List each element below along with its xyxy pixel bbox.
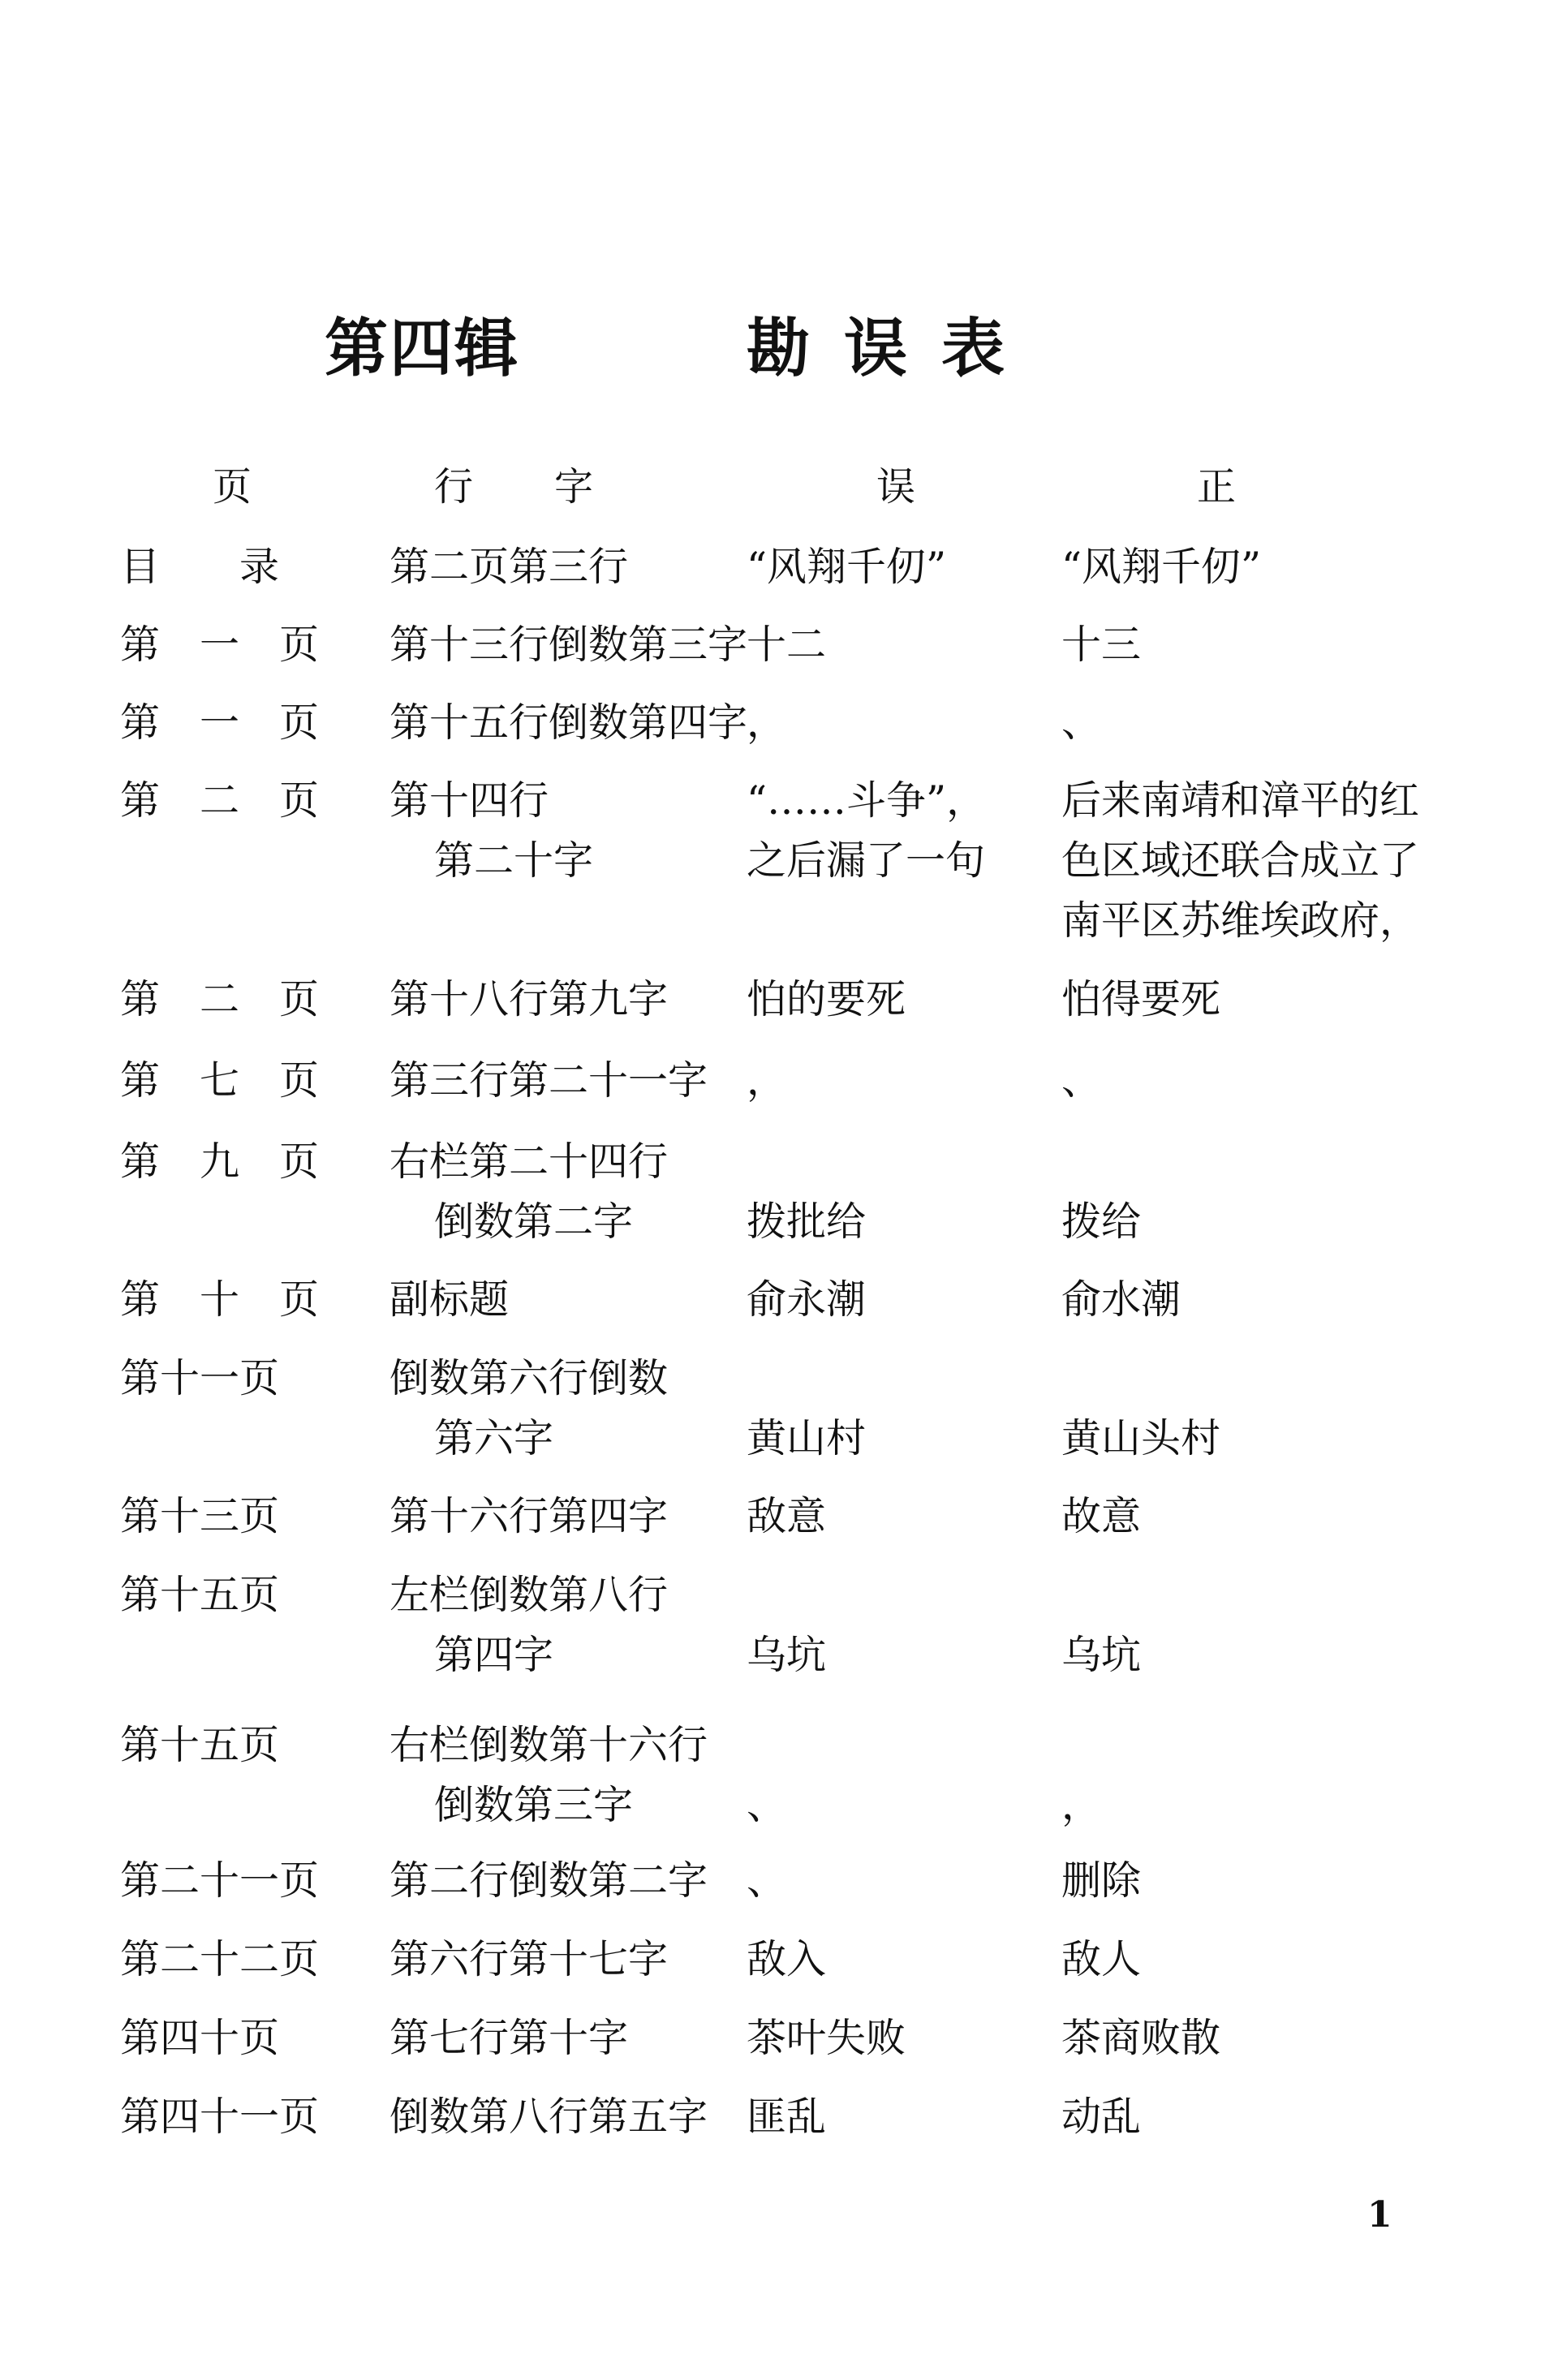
errata-row [0,615,1558,693]
row-correct-cell [1061,771,1419,951]
row-correct-cell [1061,1051,1101,1111]
row-correct-cell-line: 南平区苏维埃政府， [1061,897,1420,944]
row-position-cell-line: 倒数第六行倒数 [390,1355,669,1401]
row-wrong-cell-line: ， [747,1057,787,1104]
errata-row [0,1715,1558,1851]
row-wrong-cell [747,1565,826,1685]
row-position-cell [390,2008,628,2068]
row-wrong-cell [747,1051,786,1111]
row-correct-cell-line [1061,1132,1141,1192]
row-wrong-cell [747,771,986,891]
errata-row [0,2008,1558,2087]
row-correct-cell-line: 俞水潮 [1061,1276,1181,1323]
row-wrong-cell [747,1349,866,1469]
row-wrong-cell [747,693,786,753]
row-position-cell [390,1565,668,1685]
row-page-cell: 第四十一页 [120,2094,320,2140]
errata-row [0,771,1558,970]
row-position-cell [390,1930,668,1990]
row-position-cell-line: 第二页第三行 [390,544,629,590]
row-wrong-cell [747,1715,786,1836]
row-correct-cell [1061,537,1261,597]
row-wrong-cell [747,1487,826,1547]
row-position-cell [390,693,747,753]
row-wrong-cell [747,615,826,675]
row-wrong-cell-line: 怕的要死 [747,976,906,1022]
errata-row [0,970,1558,1051]
row-correct-cell [1061,693,1101,753]
row-position-cell-line: 左栏倒数第八行 [390,1572,669,1618]
row-wrong-cell [747,2087,826,2147]
row-wrong-cell-line: “……斗争”， [747,777,987,824]
row-correct-cell-line: 故意 [1061,1493,1142,1539]
row-correct-cell [1061,1851,1141,1911]
row-position-cell [390,1349,668,1469]
row-position-cell-line: 第十四行 [390,777,549,824]
row-wrong-cell-line: 拨批给 [747,1199,867,1245]
row-position-cell [390,1487,668,1547]
page-number: 1 [1367,2194,1392,2236]
row-correct-cell [1061,1930,1141,1990]
row-correct-cell [1061,1132,1141,1252]
row-position-cell-line: 倒数第八行第五字 [390,2094,708,2140]
row-wrong-cell-line: 俞永潮 [747,1276,867,1323]
row-correct-cell [1061,1349,1220,1469]
row-wrong-cell-line: 十二 [747,622,827,668]
row-page-cell: 第十一页 [120,1355,280,1401]
row-position-cell-line: 第二十字 [434,837,594,884]
row-position-cell [390,1051,708,1111]
row-page-cell: 第 七 页 [120,1057,320,1104]
row-wrong-cell [747,1930,826,1990]
errata-row [0,1565,1558,1715]
row-correct-cell-line: 拨给 [1061,1199,1142,1245]
row-position-cell-line: 第十八行第九字 [390,976,669,1022]
row-position-cell [390,771,593,891]
row-position-cell-line: 第六行第十七字 [390,1936,669,1982]
row-wrong-cell [747,537,946,597]
row-wrong-cell-line: 匪乱 [747,2094,827,2140]
row-position-cell-line: 第四字 [434,1632,554,1678]
volume-title: 第四辑 [325,312,520,385]
row-wrong-cell [747,1132,866,1252]
row-correct-cell-line: 动乱 [1061,2094,1142,2140]
row-correct-cell-line: 怕得要死 [1061,976,1221,1022]
row-position-cell-line: 第七行第十字 [390,2015,629,2061]
row-page-cell: 目 录 [120,544,280,590]
column-header-wrong: 误 [876,464,916,510]
row-wrong-cell [747,1851,786,1911]
row-position-cell-line: 第六字 [434,1415,554,1461]
row-page-cell: 第 一 页 [120,622,320,668]
row-position-cell-line: 副标题 [390,1276,510,1323]
row-page-cell: 第 一 页 [120,699,320,746]
row-wrong-cell-line [747,1715,786,1775]
row-position-cell [390,615,747,675]
errata-title: 勘误表 [747,312,1039,385]
row-correct-cell [1061,2087,1141,2147]
row-wrong-cell-line [747,1349,866,1409]
row-wrong-cell-line: 、 [747,1857,787,1904]
page-title [0,308,1558,398]
errata-row [0,1132,1558,1270]
row-wrong-cell-line: 之后漏了一句 [747,837,986,884]
errata-row [0,1851,1558,1930]
row-position-cell [390,1132,668,1252]
row-wrong-cell-line: 、 [747,1782,787,1828]
row-wrong-cell-line: 乌坑 [747,1632,827,1678]
row-position-cell-line: 右栏倒数第十六行 [390,1722,708,1768]
row-page-cell: 第 二 页 [120,976,320,1022]
row-correct-cell [1061,2008,1220,2068]
errata-row [0,1051,1558,1132]
row-wrong-cell-line: 敌入 [747,1936,827,1982]
row-page-cell: 第十五页 [120,1722,280,1768]
row-page-cell: 第 九 页 [120,1138,320,1185]
row-correct-cell-line: 、 [1061,1057,1102,1104]
row-position-cell-line: 第十五行倒数第四字 [390,699,748,746]
errata-table [0,537,1558,2166]
errata-row [0,537,1558,615]
row-position-cell-line: 第二行倒数第二字 [390,1857,708,1904]
row-correct-cell [1061,1487,1141,1547]
row-position-cell-line: 倒数第二字 [434,1199,634,1245]
row-wrong-cell-line: “风翔千仞” [747,544,947,590]
row-position-cell-line: 右栏第二十四行 [390,1138,669,1185]
row-wrong-cell-line: 茶叶失败 [747,2015,906,2061]
errata-row [0,693,1558,771]
row-position-cell-line: 第十六行第四字 [390,1493,669,1539]
row-wrong-cell [747,970,906,1030]
row-position-cell-line: 倒数第三字 [434,1782,634,1828]
row-position-cell [390,1715,708,1836]
row-wrong-cell [747,2008,906,2068]
row-correct-cell [1061,615,1141,675]
row-correct-cell-line: 十三 [1061,622,1142,668]
row-correct-cell-line: 黄山头村 [1061,1415,1221,1461]
row-correct-cell-line: 色区域还联合成立了 [1061,837,1420,884]
row-page-cell: 第二十二页 [120,1936,320,1982]
row-page-cell: 第四十页 [120,2015,280,2061]
errata-row [0,2087,1558,2166]
row-page-cell: 第 十 页 [120,1276,320,1323]
row-position-cell [390,1851,708,1911]
row-correct-cell-line: 茶商败散 [1061,2015,1221,2061]
row-correct-cell [1061,970,1220,1030]
row-correct-cell [1061,1565,1141,1685]
row-wrong-cell-line: 黄山村 [747,1415,867,1461]
row-correct-cell-line [1061,1715,1101,1775]
row-correct-cell [1061,1715,1101,1836]
row-correct-cell [1061,1270,1181,1330]
row-page-cell: 第 二 页 [120,777,320,824]
column-header-page: 页 [213,464,252,510]
row-correct-cell-line: ， [1061,1782,1102,1828]
row-position-cell [390,970,668,1030]
row-page-cell: 第十五页 [120,1572,280,1618]
row-correct-cell-line: 后来南靖和漳平的红 [1061,777,1420,824]
row-position-cell [390,537,628,597]
column-headers [0,463,1558,511]
row-wrong-cell-line: 敌意 [747,1493,827,1539]
column-header-line-char: 行字 [434,464,675,510]
errata-row [0,1487,1558,1565]
row-position-cell [390,1270,509,1330]
errata-row [0,1270,1558,1349]
row-correct-cell-line [1061,1565,1141,1625]
row-page-cell: 第二十一页 [120,1857,320,1904]
row-position-cell [390,2087,708,2147]
row-position-cell-line: 第三行第二十一字 [390,1057,708,1104]
errata-row [0,1349,1558,1487]
row-page-cell: 第十三页 [120,1493,280,1539]
row-wrong-cell-line [747,1132,866,1192]
row-position-cell-line: 第十三行倒数第三字 [390,622,748,668]
errata-row [0,1930,1558,2008]
row-correct-cell-line: 删除 [1061,1857,1142,1904]
column-header-correct: 正 [1197,464,1237,510]
row-correct-cell-line: “风翔千仞” [1061,544,1262,590]
row-correct-cell-line: 乌坑 [1061,1632,1142,1678]
row-correct-cell-line: 、 [1061,699,1102,746]
row-correct-cell-line: 敌人 [1061,1936,1142,1982]
row-wrong-cell-line [747,1565,826,1625]
row-wrong-cell [747,1270,866,1330]
row-correct-cell-line [1061,1349,1220,1409]
row-wrong-cell-line: ， [747,699,787,746]
